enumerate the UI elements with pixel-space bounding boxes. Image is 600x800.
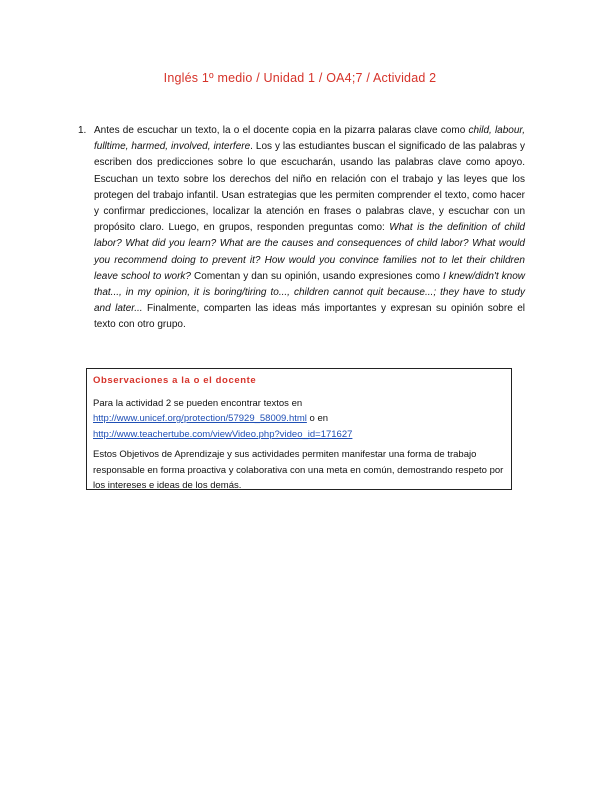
- activity-text-part: Antes de escuchar un texto, la o el docente copia en la pizarra palaras clave como: [94, 125, 469, 136]
- notes-title: Observaciones a la o el docente: [93, 375, 257, 386]
- teacher-notes-box: [86, 368, 512, 490]
- list-number: 1.: [78, 125, 87, 136]
- activity-item: [80, 123, 525, 334]
- notes-links-paragraph: [93, 396, 505, 443]
- expressions-italic: I knew/didn't know that..., in my opinion, it is boring/tiring to..., children cannot quit because...; they have to study and later...: [94, 270, 525, 315]
- unicef-link[interactable]: http://www.unicef.org/protection/57929_58009.html: [93, 413, 307, 424]
- questions-italic: What is the definition of child labor? What did you learn? What are the causes and consequences of child labor? What would you recommend doing to prevent it? How would you convince families not to let their children leave school to work?: [94, 222, 525, 282]
- activity-text: [80, 123, 525, 334]
- notes-connector: o en: [306, 413, 329, 424]
- notes-intro: Para la actividad 2 se pueden encontrar textos en: [93, 397, 303, 409]
- activity-text-part: Finalmente, comparten las ideas más importantes y expresan su opinión sobre el texto con otro grupo.: [94, 303, 525, 331]
- teachertube-link[interactable]: http://www.teachertube.com/viewVideo.php?video_id=171627: [93, 428, 353, 440]
- page-title: Inglés 1º medio / Unidad 1 / OA4;7 / Actividad 2: [163, 71, 437, 85]
- activity-text-part: Comentan y dan su opinión, usando expresiones como: [190, 270, 444, 282]
- activity-text-part: . Los y las estudiantes buscan el significado de las palabras y escriben dos predicciones sobre lo que escucharán, usando las palabras clave como apoyo. Escuchan un texto sobre los derechos del niño en relación con el trabajo y las leyes que los protegen del trabajo infantil. Usan estrategias que les permiten comprender el texto, como hacer y confirmar predicciones, localizar la atención en frases o palabras clave, y escuchar con un propósito claro. Luego, en grupos, responden preguntas como:: [94, 141, 525, 234]
- notes-closing: Estos Objetivos de Aprendizaje y sus actividades permiten manifestar una forma de trabajo responsable en forma proactiva y colaborativa con una meta en común, demostrando respeto por los intereses e ideas de los demás.: [93, 449, 504, 491]
- keywords-italic: child, labour, fulltime, harmed, involved, interfere: [94, 125, 525, 153]
